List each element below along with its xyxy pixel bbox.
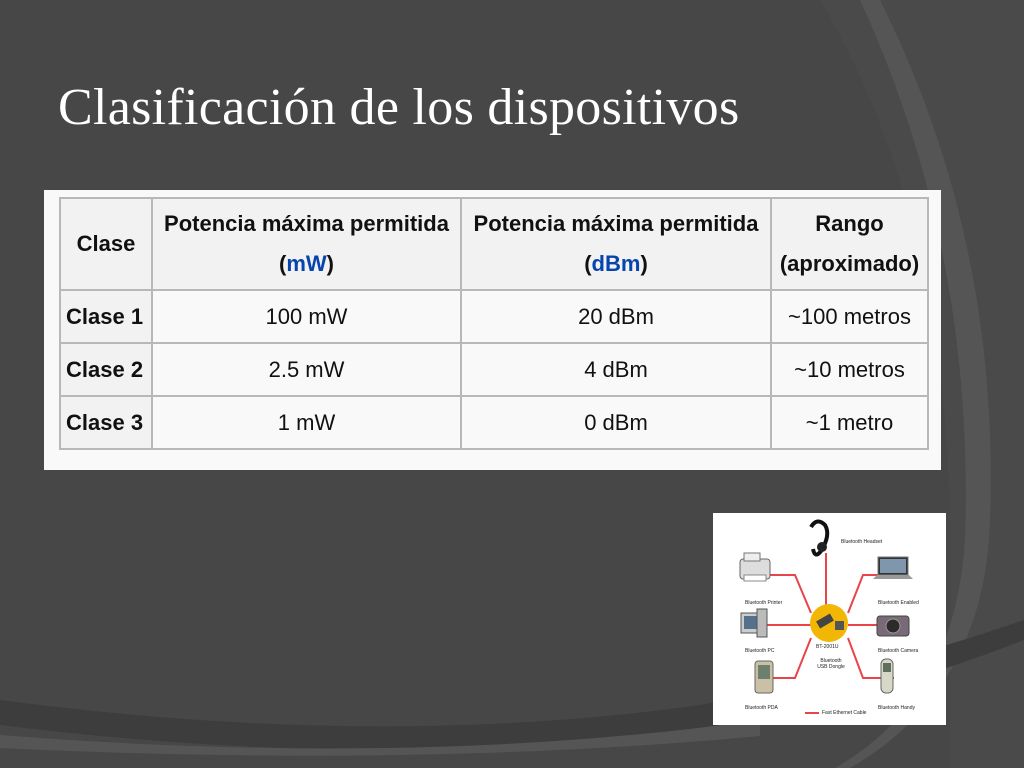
row-clase: Clase 1 [60, 290, 152, 343]
table-header-row [60, 198, 928, 290]
row-clase: Clase 2 [60, 343, 152, 396]
header-rango-sub: (aproximado) [779, 251, 920, 276]
header-close-paren: ) [640, 251, 648, 276]
pda-label: Bluetooth PDA [745, 705, 778, 711]
row-power-mw: 2.5 mW [152, 343, 461, 396]
dongle-model-label: BT-2001U [816, 644, 839, 650]
classification-table-frame [44, 190, 941, 470]
laptop-icon [873, 557, 913, 579]
header-potencia-mw-label: Potencia máxima permitida [164, 211, 449, 236]
dongle-label-line2: USB Dongle [817, 664, 845, 670]
slide-title: Clasificación de los dispositivos [58, 79, 740, 136]
row-power-mw: 100 mW [152, 290, 461, 343]
pc-icon [741, 609, 767, 637]
table-row [60, 396, 928, 449]
row-clase: Clase 3 [60, 396, 152, 449]
row-power-dbm: 4 dBm [461, 343, 771, 396]
header-potencia-dbm [461, 198, 771, 290]
diagram-graphics [713, 513, 946, 725]
legend-label: Fast Ethernet Cable [822, 710, 867, 716]
classification-table [59, 197, 929, 450]
bluetooth-network-diagram [713, 513, 946, 725]
printer-icon [740, 553, 770, 581]
header-potencia-dbm-label: Potencia máxima permitida [473, 211, 759, 236]
header-rango [771, 198, 928, 290]
camera-icon [877, 616, 909, 636]
usb-dongle-icon [810, 604, 848, 642]
camera-label: Bluetooth Camera [878, 648, 919, 654]
row-power-mw: 1 mW [152, 396, 461, 449]
dongle-label-line1: Bluetooth [820, 658, 842, 664]
header-close-paren: ) [326, 251, 334, 276]
printer-label: Bluetooth Printer [745, 600, 783, 606]
headset-icon [811, 521, 827, 554]
row-range: ~10 metros [771, 343, 928, 396]
header-clase-label: Clase [76, 231, 136, 256]
header-open-paren: ( [584, 251, 592, 276]
header-open-paren: ( [279, 251, 287, 276]
row-range: ~1 metro [771, 396, 928, 449]
headset-label: Bluetooth Headset [841, 539, 883, 545]
dbm-link[interactable]: dBm [591, 251, 641, 276]
phone-icon [881, 659, 893, 693]
table-row [60, 290, 928, 343]
row-power-dbm: 20 dBm [461, 290, 771, 343]
header-clase [60, 198, 152, 290]
row-power-dbm: 0 dBm [461, 396, 771, 449]
pda-icon [755, 661, 773, 693]
pc-label: Bluetooth PC [745, 648, 775, 654]
row-range: ~100 metros [771, 290, 928, 343]
enabled-label: Bluetooth Enabled [878, 600, 919, 606]
dongle-label [813, 658, 849, 670]
handy-label: Bluetooth Handy [878, 705, 915, 711]
header-rango-label: Rango [815, 211, 884, 236]
header-potencia-mw [152, 198, 461, 290]
table-row [60, 343, 928, 396]
mw-link[interactable]: mW [286, 251, 327, 276]
